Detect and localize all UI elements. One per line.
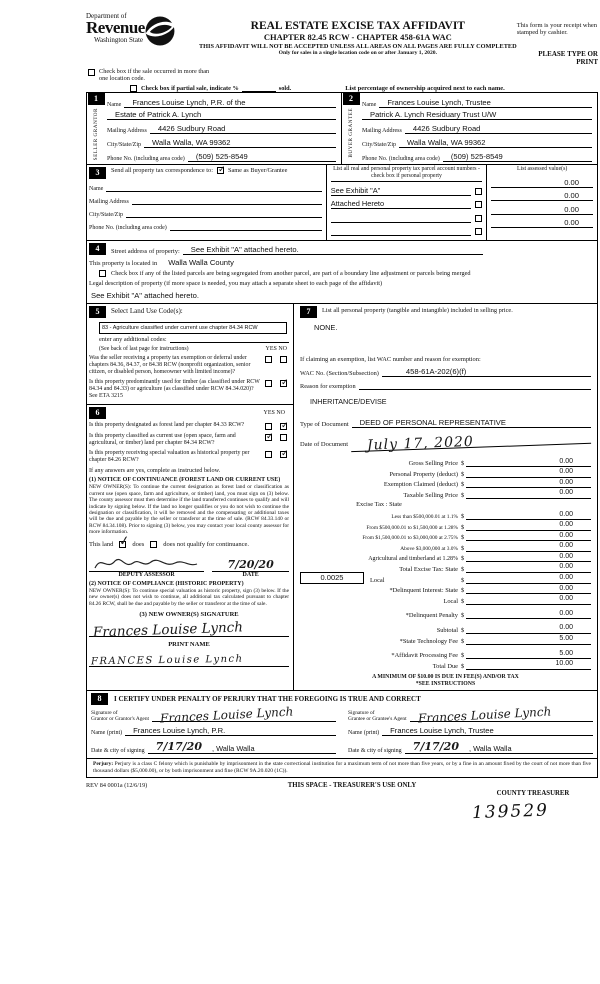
sec5-question-2: Is this property predominantly used for timber (as classified under RCW 84.34 and 84.33) or agriculture (as classified under RCW 84.34.020)? See ETA 3215 (89, 379, 260, 400)
buyer-phone-label: Phone No. (including area code) (362, 155, 440, 162)
seller-city-field[interactable]: Walla Walla, WA 99362 (144, 138, 336, 148)
sec6-yes-no-header: YES NO (263, 410, 285, 417)
notice-continuance-body: NEW OWNER(S): To continue the current designation as forest land or classification as current use (open space, farm and agriculture, or timber) land, you must sign on (3) below. The county assessor must then determine if the land transferred continues to qualify and will indicate by signing below. If the land no longer qualifies or you do not wish to continue the designation or classification, it will be removed and the compensating or additional taxes will be due and payable by the seller or transferor at the time of sale. (RCW 84.33.140 or RCW 84.34.108). Prior to signing (3) below, you may contact your local county assessor for more information. (89, 484, 289, 536)
new-owner-signature: Frances Louise Lynch (92, 619, 244, 641)
partial-sale-label: Check box if partial sale, indicate % (141, 85, 239, 92)
sec6-q3-no-checkbox[interactable]: ✓ (281, 448, 289, 459)
does-not-label: does not qualify for continuance. (163, 540, 250, 548)
notice-continuance-title: (1) NOTICE OF CONTINUANCE (FOREST LAND OR CURRENT USE) (89, 477, 281, 484)
money-label: *Affidavit Processing Fee (391, 652, 458, 660)
grantor-signature-label: Signature of Grantor or Grantor's Agent (91, 710, 150, 723)
seller-name-field[interactable]: Frances Louise Lynch, P.R. of the (124, 98, 336, 108)
grantor-date-city-field[interactable] (148, 740, 336, 754)
local-rate-field[interactable]: 0.0025 (300, 572, 364, 584)
corr-city-label: City/State/Zip (89, 212, 123, 219)
sec6-q2-yes-checkbox[interactable]: ✓ (266, 431, 274, 442)
sec5-yes-no-header: YES NO (265, 346, 287, 353)
corr-name-field[interactable] (106, 183, 321, 192)
type-or-print-label: PLEASE TYPE OR PRINT (538, 50, 598, 66)
sec6-question-3: Is this property receiving special valuation as historical property per chapter 84.26 RCW? (89, 450, 250, 464)
corr-city-field[interactable] (126, 209, 322, 218)
buyer-name-label: Name (362, 101, 377, 108)
located-in-label: This property is located in (89, 259, 158, 267)
new-owner-signature-line[interactable] (89, 619, 289, 641)
title-block (199, 12, 517, 66)
dollar-sign: $ (461, 544, 465, 552)
does-label: does (132, 540, 145, 548)
print-name-label: PRINT NAME (168, 640, 210, 648)
see-instructions-note: *SEE INSTRUCTIONS (415, 680, 476, 687)
sec6-q1-yes-checkbox[interactable] (265, 423, 272, 430)
parcel-personal-checkbox-3[interactable] (475, 215, 482, 222)
assessed-value-4: 0.00 (491, 218, 593, 228)
personal-property-column (294, 304, 597, 690)
sec6-q1-no-checkbox[interactable]: ✓ (281, 420, 289, 431)
money-value: 0.00 (466, 563, 591, 573)
sec5-question-1: Was the seller receiving a property tax exemption or deferral under chapters 84.36, 84.37, or 84.38 RCW (nonprofit organization, senior citizen, or disabled person, homeowner with limited income)? (89, 355, 251, 376)
form-title: REAL ESTATE EXCISE TAX AFFIDAVIT (250, 20, 465, 32)
money-value: 0.00 (466, 532, 591, 542)
located-in-field[interactable]: Walla Walla County (168, 257, 234, 267)
dollar-sign: $ (461, 626, 465, 634)
land-use-code-field[interactable]: 83 - Agriculture classified under current use chapter 84.34 RCW (99, 322, 287, 334)
sold-label: sold. (278, 85, 292, 92)
date-of-document-label: Date of Document (300, 441, 349, 449)
section-3-badge: 3 (89, 167, 106, 179)
additional-codes-label: enter any additional codes: (99, 336, 167, 344)
personal-property-title: List all personal property (tangible and intangible) included in selling price. (322, 307, 513, 315)
corr-phone-label: Phone No. (including area code) (89, 225, 167, 232)
grantee-signature-label: Signature of Grantee or Grantee's Agent (348, 710, 407, 723)
dollar-sign: $ (461, 470, 465, 478)
dollar-sign: $ (461, 513, 465, 520)
type-of-document-field[interactable]: DEED OF PERSONAL REPRESENTATIVE (352, 418, 591, 428)
corr-name-label: Name (89, 186, 104, 193)
parcel-personal-checkbox-2[interactable] (475, 201, 482, 208)
date-label: DATE (242, 571, 259, 578)
money-label: *State Technology Fee (399, 637, 458, 645)
washington-state-label: Washington State (94, 36, 144, 44)
segregated-note: Check box if any of the listed parcels are being segregated from another parcel, are part of a boundary line adjustment or parcels being merged (111, 269, 471, 277)
footer-row (86, 782, 598, 824)
revenue-label: Revenue (86, 18, 145, 37)
money-label: From $1,500,000.01 to $3,000,000 at 2.75% (362, 535, 458, 542)
money-value: 0.00 (466, 479, 591, 489)
minimum-due-note: A MINIMUM OF $10.00 IS DUE IN FEE(S) AND/OR TAX (372, 673, 519, 680)
assessed-header: List assessed value(s) (517, 166, 568, 173)
reason-value[interactable]: INHERITANCE/DEVISE (310, 397, 387, 407)
buyer-name-field-line2[interactable]: Patrick A. Lynch Residuary Trust U/W (362, 110, 592, 120)
dept-of-label: Department of (86, 12, 127, 20)
section-8-badge: 8 (91, 693, 108, 705)
money-label: Local (443, 597, 458, 605)
seller-phone-label: Phone No. (including area code) (107, 155, 185, 162)
assessor-date-field[interactable]: 7/20/20 (212, 558, 289, 572)
money-label: *Delinquent Interest: State (389, 587, 458, 595)
buyer-mailing-field[interactable]: 4426 Sudbury Road (405, 124, 592, 134)
money-value: 5.00 (466, 635, 591, 645)
revenue-logo-icon (143, 14, 177, 48)
parcel-column (327, 165, 488, 240)
grantee-city: , Walla Walla (468, 744, 512, 754)
multi-location-checkbox[interactable] (88, 69, 95, 76)
grantee-name-print-field[interactable]: Frances Louise Lynch, Trustee (382, 726, 593, 736)
buyer-city-field[interactable]: Walla Walla, WA 99362 (399, 138, 592, 148)
sec6-q2-no-checkbox[interactable] (280, 434, 287, 441)
print-name-value: FRANCES Louise Lynch (90, 653, 244, 668)
wac-label: WAC No. (Section/Subsection) (300, 370, 379, 378)
dollar-sign: $ (461, 637, 465, 645)
ownership-note: List percentage of ownership acquired next to each name. (345, 85, 505, 92)
grantee-date: 7/17/20 (412, 740, 459, 754)
grantor-signature-line[interactable] (152, 704, 336, 726)
section-4-badge: 4 (89, 243, 106, 255)
same-as-buyer-label: Same as Buyer/Grantee (227, 167, 288, 175)
money-value: 0.00 (466, 542, 591, 552)
new-owner-signature-label: (3) NEW OWNER(S) SIGNATURE (139, 610, 239, 618)
perjury-label: Perjury: (93, 760, 114, 767)
parcel-field-2[interactable]: Attached Hereto (331, 199, 472, 209)
buyer-mailing-label: Mailing Address (362, 127, 402, 134)
same-as-buyer-checkbox[interactable]: ✓ (217, 164, 226, 175)
property-address-box (86, 240, 598, 305)
buyer-name-field[interactable]: Frances Louise Lynch, Trustee (379, 98, 592, 108)
treasurer-space-label: THIS SPACE - TREASURER'S USE ONLY (287, 782, 417, 790)
document (86, 12, 598, 824)
notice-compliance-title: (2) NOTICE OF COMPLIANCE (HISTORIC PROPERTY) (89, 580, 244, 587)
form-warning: THIS AFFIDAVIT WILL NOT BE ACCEPTED UNLESS ALL AREAS ON ALL PAGES ARE FULLY COMPLETED (198, 43, 517, 50)
legal-description-field[interactable]: See Exhibit "A" attached hereto. (91, 290, 199, 300)
send-correspondence-label: Send all property tax correspondence to: (111, 167, 213, 175)
legal-description-label: Legal description of property (if more space is needed, you may attach a separate sheet to each page of the affidavit) (89, 279, 383, 287)
dollar-sign: $ (461, 555, 465, 563)
money-label: Less than $500,000.01 at 1.1% (391, 514, 458, 520)
money-value: 0.00 (466, 574, 591, 584)
money-value: 0.00 (466, 521, 591, 531)
print-name-line[interactable] (89, 650, 289, 667)
money-value: 0.00 (466, 458, 591, 468)
money-label: Subtotal (436, 626, 458, 634)
section-5-badge: 5 (89, 306, 106, 318)
correspondence-column (87, 165, 327, 240)
exemption-note: If claiming an exemption, list WAC number and reason for exemption: (300, 356, 481, 364)
dollar-sign: $ (461, 534, 465, 542)
grantor-city: , Walla Walla (211, 744, 255, 754)
parcel-field-1[interactable]: See Exhibit "A" (331, 186, 472, 196)
section-7-badge: 7 (300, 306, 317, 318)
grantor-name-print-label: Name (print) (91, 730, 123, 737)
money-label: Above $3,000,000 at 3.0% (400, 545, 458, 552)
perjury-box (86, 758, 598, 778)
money-label: Exemption Claimed (deduct) (383, 481, 458, 489)
excise-tax-table (300, 456, 591, 669)
sec5-q2-no-checkbox[interactable]: ✓ (281, 377, 289, 388)
buyer-section (342, 93, 597, 165)
does-not-qualify-checkbox[interactable] (150, 541, 157, 548)
grantor-certification (91, 704, 342, 755)
if-yes-note: If any answers are yes, complete as instructed below. (89, 467, 221, 475)
money-value: 0.00 (466, 624, 591, 634)
multi-location-label: Check box if the sale occurred in more than one location code. (99, 68, 210, 82)
parcel-personal-checkbox-1[interactable] (475, 188, 482, 195)
grantor-date-city-label: Date & city of signing (91, 748, 145, 755)
dollar-sign: $ (461, 652, 465, 660)
land-use-column (87, 304, 294, 690)
buyer-city-label: City/State/Zip (362, 141, 396, 148)
rev-number: REV 84 0001a (12/6/19) (86, 782, 148, 790)
form-header (86, 12, 598, 66)
parcel-field-4[interactable] (331, 227, 472, 236)
assessed-column (487, 165, 597, 240)
money-label: From $500,000.01 to $1,500,000 at 1.28% (366, 524, 458, 531)
parcel-field-3[interactable] (331, 214, 472, 223)
money-label: Agricultural and timberland at 1.28% (368, 556, 458, 563)
type-of-document-label: Type of Document (300, 421, 349, 429)
corr-phone-field[interactable] (170, 222, 322, 231)
money-label: Total Excise Tax: State (399, 565, 458, 573)
dollar-sign: $ (461, 587, 465, 595)
seller-name-field-line2[interactable]: Estate of Patrick A. Lynch (107, 110, 336, 120)
corr-mailing-field[interactable] (132, 196, 322, 205)
additional-codes-field[interactable] (170, 342, 289, 343)
money-value: 0.00 (466, 585, 591, 595)
sec5-q2-yes-checkbox[interactable] (265, 380, 272, 387)
money-value: 0.00 (466, 468, 591, 478)
form-chapter: CHAPTER 82.45 RCW - CHAPTER 458-61A WAC (263, 32, 452, 42)
grantee-name-print-label: Name (print) (348, 730, 380, 737)
single-location-note: Only for sales in a single location code on or after January 1, 2020. (278, 50, 437, 56)
parcel-personal-checkbox-4[interactable] (475, 228, 482, 235)
buyer-phone-field[interactable]: (509) 525-8549 (443, 152, 592, 162)
grantee-certification (342, 704, 593, 755)
street-address-field[interactable]: See Exhibit "A" attached hereto. (183, 245, 483, 255)
sec6-q3-yes-checkbox[interactable] (265, 451, 272, 458)
parcel-header: List all real and personal property tax parcel account numbers - check box if personal property (331, 166, 483, 182)
continuance-row (89, 533, 289, 550)
county-treasurer-block (468, 782, 598, 824)
sec5-q1-yes-checkbox[interactable] (265, 356, 272, 363)
date-of-document-field[interactable]: July 17, 2020 (351, 434, 591, 452)
dollar-sign: $ (461, 491, 465, 499)
receipt-block (517, 12, 598, 66)
perjury-text: Perjury is a class C felony which is punishable by imprisonment in the state correctional institution for a maximum term of not more than five years, or by a fine in an amount fixed by the court of not more than five thousand dollars ($5,000.00), or by both imprisonment and fine (RCW 9A.20.020 (1C)). (93, 760, 592, 774)
dollar-sign: $ (461, 460, 465, 468)
assessed-value-2: 0.00 (491, 191, 593, 201)
deputy-assessor-signature-line[interactable] (89, 558, 204, 572)
money-label: Local (370, 576, 385, 584)
street-address-label: Street address of property: (111, 247, 180, 255)
county-treasurer-label: COUNTY TREASURER (496, 790, 570, 798)
reason-field[interactable] (359, 381, 591, 390)
seller-name-label: Name (107, 101, 122, 108)
seller-mailing-label: Mailing Address (107, 127, 147, 134)
middle-columns (86, 303, 598, 691)
seller-city-label: City/State/Zip (107, 141, 141, 148)
seller-mailing-field[interactable]: 4426 Sudbury Road (150, 124, 336, 134)
correspondence-box (86, 164, 598, 241)
section-2-badge: 2 (343, 93, 360, 105)
seller-buyer-box (86, 92, 598, 166)
notice-compliance-body: NEW OWNER(S): To continue special valuation as historic property, sign (3) below. If the new owner(s) does not wish to continue, all additional tax calculated pursuant to chapter 84.26 RCW, shall be due and payable by the seller or transferor at the time of sale. (89, 587, 289, 607)
money-value: 0.00 (466, 595, 591, 605)
sec6-question-1: Is this property designated as forest land per chapter 84.33 RCW? (89, 422, 245, 429)
dollar-sign: $ (461, 662, 465, 670)
segregated-checkbox[interactable] (99, 270, 106, 277)
treasurer-stamp-number: 139529 (471, 800, 550, 824)
assessed-value-3: 0.00 (491, 205, 593, 215)
dollar-sign: $ (461, 576, 465, 584)
money-label: Personal Property (deduct) (389, 470, 458, 478)
personal-property-value[interactable]: NONE. (314, 323, 338, 333)
section-1-badge: 1 (88, 93, 105, 105)
seller-phone-field[interactable]: (509) 525-8549 (188, 152, 336, 162)
assessed-value-1: 0.00 (491, 178, 593, 188)
seller-grantor-label: SELLER GRANTOR (93, 107, 99, 160)
money-value: 0.00 (466, 553, 591, 563)
buyer-grantee-label: BUYER GRANTEE (348, 107, 354, 158)
grantee-date-city-field[interactable] (405, 740, 593, 754)
multi-location-row (86, 68, 598, 82)
grantee-signature: Frances Louise Lynch (417, 704, 552, 726)
land-use-title: Select Land Use Code(s): (111, 307, 183, 316)
dollar-sign: $ (461, 481, 465, 489)
money-label: Taxable Selling Price (403, 491, 458, 499)
money-value: 0.00 (466, 610, 591, 620)
instructions-note: (See back of last page for instructions) (99, 346, 189, 353)
money-value: 5.00 (466, 650, 591, 660)
receipt-note: This form is your receipt when stamped by cashier. (516, 22, 598, 36)
money-label: Gross Selling Price (408, 460, 458, 468)
excise-state-header: Excise Tax : State (356, 501, 402, 509)
wac-field[interactable]: 458-61A-202(6)(f) (382, 367, 591, 377)
sec5-q1-no-checkbox[interactable] (280, 356, 287, 363)
grantor-signature: Frances Louise Lynch (159, 704, 294, 726)
partial-sale-checkbox[interactable] (130, 85, 137, 92)
deputy-assessor-label: DEPUTY ASSESSOR (118, 571, 175, 578)
assessor-signature-row (89, 558, 289, 572)
money-label: Total Due (432, 662, 458, 670)
does-qualify-checkbox[interactable]: ✓ (118, 533, 132, 550)
dollar-sign: $ (461, 612, 465, 620)
grantee-date-city-label: Date & city of signing (348, 748, 402, 755)
dollar-sign: $ (461, 565, 465, 573)
dollar-sign: $ (461, 597, 465, 605)
certify-statement: I CERTIFY UNDER PENALTY OF PERJURY THAT THE FOREGOING IS TRUE AND CORRECT (114, 695, 421, 704)
grantee-signature-line[interactable] (410, 704, 593, 726)
money-label: *Delinquent Penalty (405, 612, 458, 620)
money-value: 0.00 (466, 511, 591, 521)
deputy-assessor-signature (91, 553, 201, 573)
section-6-divider (87, 404, 293, 405)
this-land-label: This land (89, 540, 114, 548)
certification-box (86, 690, 598, 759)
grantor-date: 7/17/20 (155, 740, 202, 754)
sec6-question-2: Is this property classified as current use (open space, farm and agricultural, or timber) land per chapter 84.34 RCW? (89, 433, 236, 447)
agency-block (86, 12, 199, 66)
money-value: 0.00 (466, 489, 591, 499)
section-6-badge: 6 (89, 407, 106, 419)
corr-mailing-label: Mailing Address (89, 199, 129, 206)
dollar-sign: $ (461, 523, 465, 531)
money-value: 10.00 (466, 660, 591, 670)
seller-section (87, 93, 342, 165)
reason-label: Reason for exemption (300, 383, 356, 391)
grantor-name-print-field[interactable]: Frances Louise Lynch, P.R. (125, 726, 336, 736)
